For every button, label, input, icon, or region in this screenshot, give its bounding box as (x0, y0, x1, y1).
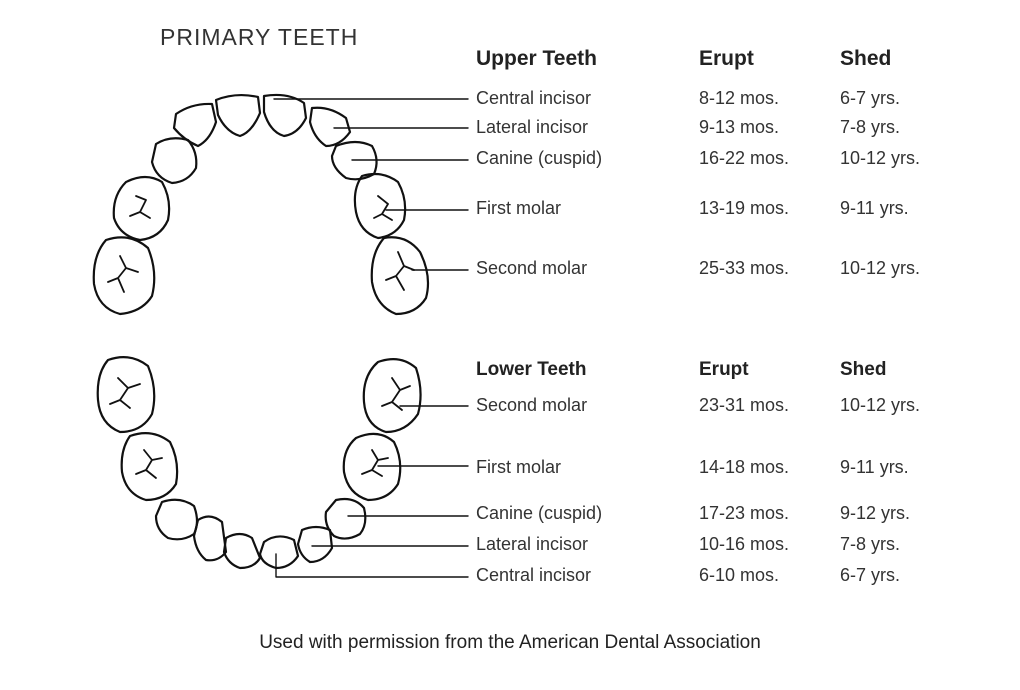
lower-central-incisor-right-tooth (260, 536, 298, 568)
upper-row-erupt: 16-22 mos. (699, 148, 790, 168)
upper-row-erupt: 8-12 mos. (699, 88, 780, 108)
lower-row-erupt: 6-10 mos. (699, 565, 780, 585)
lower-second-molar-right-tooth (364, 359, 421, 432)
upper-row-erupt: 25-33 mos. (699, 258, 790, 278)
lower-lateral-incisor-right-tooth (298, 527, 332, 562)
lower-central-incisor-left-tooth (224, 534, 260, 568)
lower-lateral-incisor-left-tooth (194, 516, 226, 560)
credit-line: Used with permission from the American Dental Association (259, 632, 761, 653)
lower-row-erupt: 23-31 mos. (699, 395, 790, 415)
lower-row-shed: 9-12 yrs. (840, 503, 911, 523)
upper-row-name: Second molar (476, 258, 588, 278)
lower-row-name: Canine (cuspid) (476, 503, 603, 523)
lower-first-molar-left-tooth (122, 433, 177, 500)
leader-lines (274, 99, 468, 577)
upper-row-shed: 7-8 yrs. (840, 117, 901, 137)
lower-row-erupt: 10-16 mos. (699, 534, 790, 554)
upper-central-incisor-left-tooth (216, 95, 260, 136)
lower-row-shed: 9-11 yrs. (840, 457, 909, 477)
lower-canine-left-tooth (156, 500, 197, 540)
upper-erupt-header: Erupt (699, 47, 754, 70)
lower-canine-right-tooth (326, 499, 366, 539)
lower-first-molar-right-tooth (344, 434, 401, 500)
upper-teeth-header: Upper Teeth (476, 47, 597, 70)
upper-first-molar-right-tooth (355, 174, 405, 238)
upper-shed-header: Shed (840, 47, 892, 70)
lower-second-molar-left-tooth (98, 357, 155, 432)
lower-row-name: Lateral incisor (476, 534, 589, 554)
lower-row-shed: 10-12 yrs. (840, 395, 921, 415)
lower-row-name: First molar (476, 457, 561, 477)
lower-row-name: Central incisor (476, 565, 592, 585)
upper-row-shed: 10-12 yrs. (840, 148, 921, 168)
upper-row-name: Canine (cuspid) (476, 148, 603, 168)
upper-lateral-incisor-left-tooth (174, 104, 216, 146)
lower-row-erupt: 17-23 mos. (699, 503, 790, 523)
lower-teeth-header: Lower Teeth (476, 359, 587, 380)
upper-row-shed: 10-12 yrs. (840, 258, 921, 278)
upper-row-erupt: 9-13 mos. (699, 117, 780, 137)
lower-erupt-header: Erupt (699, 359, 749, 380)
upper-canine-left-tooth (152, 138, 196, 183)
lower-row-name: Second molar (476, 395, 588, 415)
lower-shed-header: Shed (840, 359, 887, 380)
lower-row-shed: 6-7 yrs. (840, 565, 901, 585)
diagram-title: PRIMARY TEETH (160, 24, 359, 50)
upper-row-name: Lateral incisor (476, 117, 589, 137)
lower-row-shed: 7-8 yrs. (840, 534, 901, 554)
upper-row-name: Central incisor (476, 88, 592, 108)
upper-row-erupt: 13-19 mos. (699, 198, 790, 218)
upper-row-shed: 9-11 yrs. (840, 198, 909, 218)
upper-row-shed: 6-7 yrs. (840, 88, 901, 108)
upper-central-incisor-right-tooth (264, 95, 306, 136)
lower-row-erupt: 14-18 mos. (699, 457, 790, 477)
upper-lateral-incisor-right-tooth (310, 108, 350, 146)
upper-second-molar-right-tooth (372, 237, 428, 314)
lower-arch (98, 357, 421, 568)
upper-row-name: First molar (476, 198, 561, 218)
upper-second-molar-left-tooth (94, 237, 155, 314)
